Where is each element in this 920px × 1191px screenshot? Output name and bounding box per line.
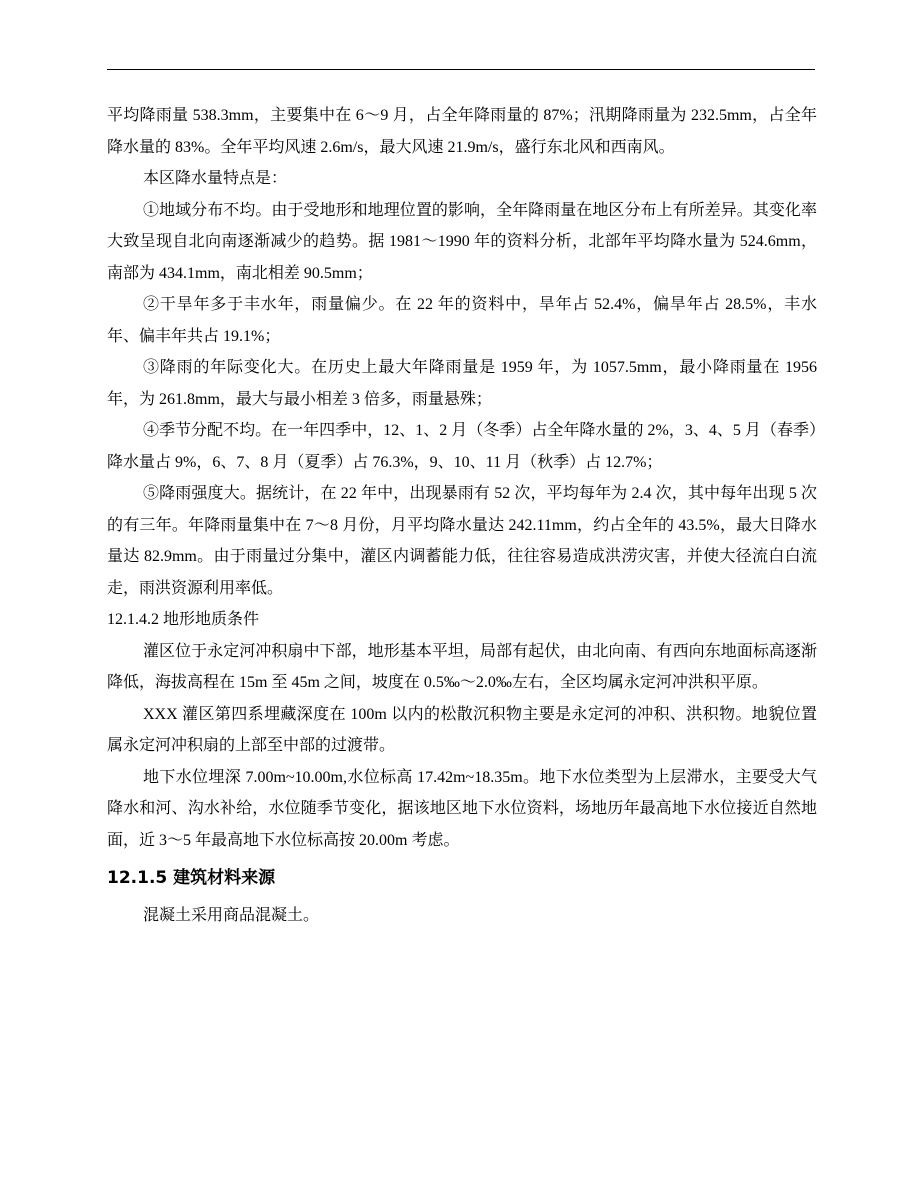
paragraph-feature-2: ②干旱年多于丰水年，雨量偏少。在 22 年的资料中，旱年占 52.4%，偏旱年占 28.5%，丰水年、偏丰年共占 19.1%； [107,296,817,345]
paragraph-groundwater: 地下水位埋深 7.00m~10.00m,水位标高 17.42m~18.35m。地下水位类型为上层滞水，主要受大气降水和河、沟水补给，水位随季节变化，据该地区地下水位资料，场地历年最高地下水位接近自然地面，近 3～5 年最高地下水位标高按 20.00m 考虑。 [107,768,817,849]
paragraph-geology: XXX 灌区第四系埋藏深度在 100m 以内的松散沉积物主要是永定河的冲积、洪积物。地貌位置属永定河冲积扇的上部至中部的过渡带。 [107,705,817,754]
paragraph-feature-5: ⑤降雨强度大。据统计，在 22 年中，出现暴雨有 52 次，平均每年为 2.4 次，其中每年出现 5 次的有三年。年降雨量集中在 7～8 月份，月平均降水量达 242.11mm，约占全年的 43.5%，最大日降水量达 82.9mm。由于雨量过分集中，灌区内调蓄能力低，往往容易造成洪涝灾害，并使大径流白白流走，雨洪资源利用率低。 [107,485,817,597]
header-rule [107,69,815,70]
section-heading-building-materials: 12.1.5 建筑材料来源 [107,868,276,888]
paragraph-feature-1: ①地域分布不均。由于受地形和地理位置的影响，全年降雨量在地区分布上有所差异。其变化率大致呈现自北向南逐渐减少的趋势。据 1981～1990 年的资料分析，北部年平均降水量为 524.6mm，南部为 434.1mm，南北相差 90.5mm； [107,201,817,282]
paragraph-feature-4: ④季节分配不均。在一年四季中，12、1、2 月（冬季）占全年降水量的 2%，3、4、5 月（春季）降水量占 9%，6、7、8 月（夏季）占 76.3%，9、10、11 月（秋季）占 12.7%； [107,422,817,471]
paragraph-terrain: 灌区位于永定河冲积扇中下部，地形基本平坦，局部有起伏，由北向南、有西向东地面标高逐渐降低，海拔高程在 15m 至 45m 之间，坡度在 0.5‰～2.0‰左右，全区均属永定河冲洪积平原。 [107,642,817,691]
paragraph-feature-3: ③降雨的年际变化大。在历史上最大年降雨量是 1959 年，为 1057.5mm，最小降雨量在 1956 年，为 261.8mm，最大与最小相差 3 倍多，雨量悬殊； [107,359,817,408]
paragraph-concrete: 混凝土采用商品混凝土。 [143,907,320,924]
paragraph-rainfall-summary: 平均降雨量 538.3mm，主要集中在 6～9 月，占全年降雨量的 87%；汛期降雨量为 232.5mm，占全年降水量的 83%。全年平均风速 2.6m/s，最大风速 21.9m/s，盛行东北风和西南风。 [107,107,817,156]
document-body [107,100,817,932]
paragraph-precipitation-features-intro: 本区降水量特点是： [143,170,288,187]
subsection-heading-terrain-geology: 12.1.4.2 地形地质条件 [107,611,260,628]
